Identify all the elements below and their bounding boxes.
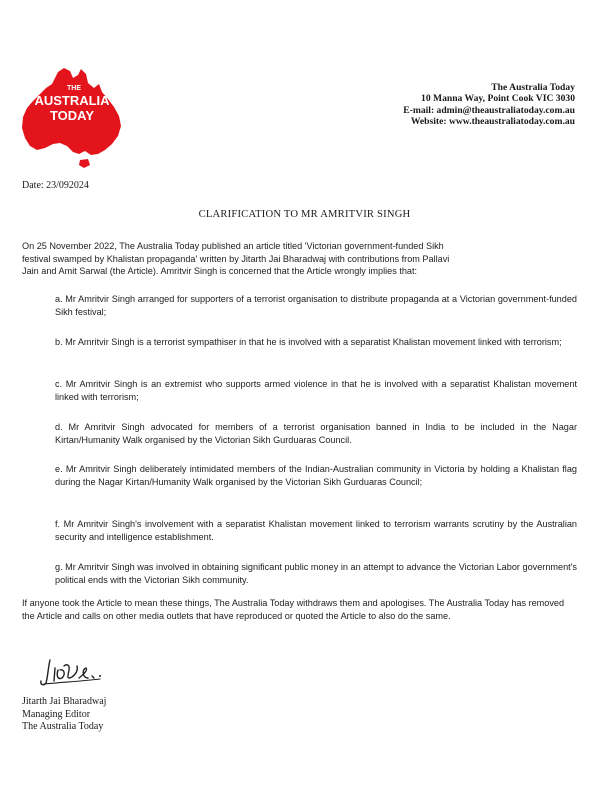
org-address: 10 Manna Way, Point Cook VIC 3030 bbox=[421, 93, 575, 105]
logo-text-line1: THE bbox=[67, 85, 81, 92]
allegation-item-d: d. Mr Amritvir Singh advocated for members of a terrorist organisation banned in India to be included in the Nagar Kirtan/Humanity Walk organised by the Victorian Sikh Gurduaras Council. bbox=[55, 422, 577, 445]
org-email: E-mail: admin@theaustraliatoday.com.au bbox=[403, 104, 575, 116]
australia-today-logo bbox=[18, 66, 130, 170]
letter-date: Date: 23/092024 bbox=[22, 180, 89, 191]
intro-line: festival swamped by Khalistan propaganda' written by Jitarth Jai Bharadwaj with contributions from Pallavi bbox=[22, 253, 450, 264]
letter-title: CLARIFICATION TO MR AMRITVIR SINGH bbox=[198, 209, 411, 220]
allegation-item-a: a. Mr Amritvir Singh arranged for supporters of a terrorist organisation to distribute propaganda at a Victorian government-funded Sikh festival; bbox=[55, 294, 577, 317]
logo-text-line2: AUSTRALIA bbox=[34, 93, 110, 108]
intro-line: On 25 November 2022, The Australia Today published an article titled 'Victorian government-funded Sikh bbox=[22, 241, 444, 251]
allegation-item-b: b. Mr Amritvir Singh is a terrorist sympathiser in that he is involved with a separatist Khalistan movement linked with terrorism; bbox=[55, 337, 562, 347]
australia-map-icon bbox=[18, 66, 130, 170]
signer-block bbox=[22, 696, 106, 734]
intro-paragraph bbox=[22, 240, 576, 278]
signer-role: Managing Editor bbox=[22, 708, 91, 720]
signer-org: The Australia Today bbox=[22, 721, 104, 733]
allegation-item-e: e. Mr Amritvir Singh deliberately intimidated members of the Indian-Australian community in Victoria by holding a Khalistan flag during the Nagar Kirtan/Humanity Walk organised by the Victorian Sikh Gurduaras Council; bbox=[55, 464, 577, 487]
allegation-item-c: c. Mr Amritvir Singh is an extremist who supports armed violence in that he is involved with a separatist Khalistan movement linked with terrorism; bbox=[55, 379, 577, 402]
signer-name: Jitarth Jai Bharadwaj bbox=[22, 696, 107, 707]
logo-text-line3: TODAY bbox=[49, 108, 95, 123]
org-name: The Australia Today bbox=[491, 82, 575, 93]
allegation-item-g: g. Mr Amritvir Singh was involved in obtaining significant public money in an attempt to advance the Victorian Labor government's political ends with the Victorian Sikh community. bbox=[55, 562, 577, 585]
letterhead-address-block bbox=[275, 82, 575, 128]
allegation-item-f: f. Mr Amritvir Singh's involvement with a separatist Khalistan movement linked to terrorism warrants scrutiny by the Australian security and intelligence establishment. bbox=[55, 519, 577, 542]
intro-line: Jain and Amit Sarwal (the Article). Amritvir Singh is concerned that the Article wrongly implies that: bbox=[22, 266, 418, 277]
org-website: Website: www.theaustraliatoday.com.au bbox=[410, 116, 575, 128]
closing-paragraph: If anyone took the Article to mean these things, The Australia Today withdraws them and apologises. The Australia Today has removed the Article and calls on other media outlets that have reproduced or quoted the Article to also do the same. bbox=[22, 598, 565, 621]
handwritten-signature bbox=[36, 656, 126, 688]
